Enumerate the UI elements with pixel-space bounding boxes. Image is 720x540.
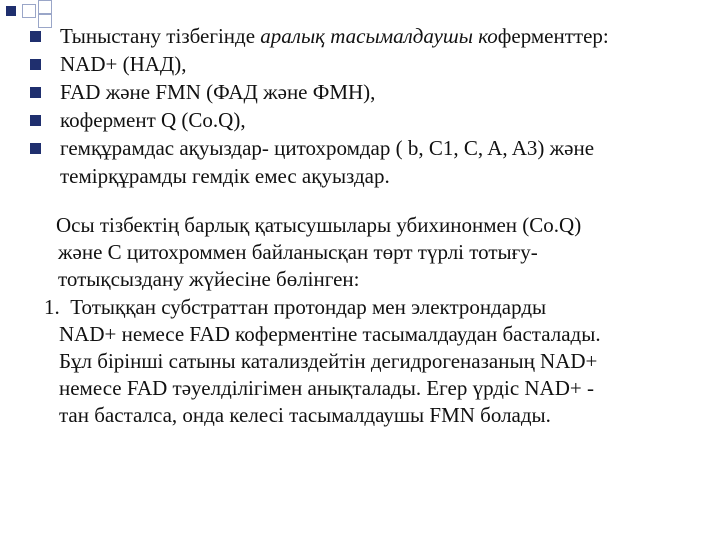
decor-square-icon	[6, 6, 16, 16]
decor-square-icon	[22, 4, 36, 18]
bullet-square-icon	[30, 143, 41, 154]
bullet-square-icon	[30, 31, 41, 42]
numbered-line: немесе FAD тәуелділігімен анықталады. Егер үрдіс NAD+ -	[59, 376, 594, 400]
bullet-continuation: темірқұрамды гемдік емес ақуыздар.	[60, 164, 390, 188]
numbered-first-line	[44, 294, 704, 321]
item-number: 1.	[44, 295, 60, 319]
bullet-text-emphasis: аралық тасымалдаушы ко	[260, 24, 498, 48]
bullet-list	[30, 22, 710, 190]
numbered-line: Тотыққан субстраттан протондар мен электрондарды	[70, 295, 547, 319]
bullet-text: NAD+ (НАД),	[60, 52, 187, 76]
bullet-text: кофермент Q (Co.Q),	[60, 108, 246, 132]
paragraph-line: және С цитохроммен байланысқан төрт түрлі тотығу-	[58, 240, 538, 264]
bullet-item	[30, 50, 710, 78]
bullet-square-icon	[30, 115, 41, 126]
paragraph-line: Осы тізбектің барлық қатысушылары убихинонмен (Co.Q)	[56, 213, 582, 237]
bullet-text-post: ферменттер:	[497, 24, 609, 48]
bullet-item	[30, 106, 710, 134]
bullet-text-pre: Тыныстану тізбегінде	[60, 24, 261, 48]
summary-paragraph	[58, 212, 708, 293]
bullet-square-icon	[30, 87, 41, 98]
numbered-item	[44, 294, 704, 429]
decor-square-icon	[38, 0, 52, 14]
bullet-item	[30, 22, 710, 50]
bullet-text: FAD және FMN (ФАД және ФМН),	[60, 80, 376, 104]
paragraph-line: тотықсыздану жүйесіне бөлінген:	[58, 267, 360, 291]
bullet-square-icon	[30, 59, 41, 70]
bullet-item	[30, 78, 710, 106]
bullet-text: гемқұрамдас ақуыздар- цитохромдар ( b, C1, C, A, A3) және	[60, 136, 595, 160]
numbered-line: NAD+ немесе FAD коферментіне тасымалдаудан басталады.	[59, 322, 601, 346]
numbered-line: Бұл бірінші сатыны катализдейтін дегидрогеназаның NAD+	[59, 349, 598, 373]
bullet-item	[30, 134, 710, 162]
numbered-line: тан басталса, онда келесі тасымалдаушы FMN болады.	[59, 403, 551, 427]
